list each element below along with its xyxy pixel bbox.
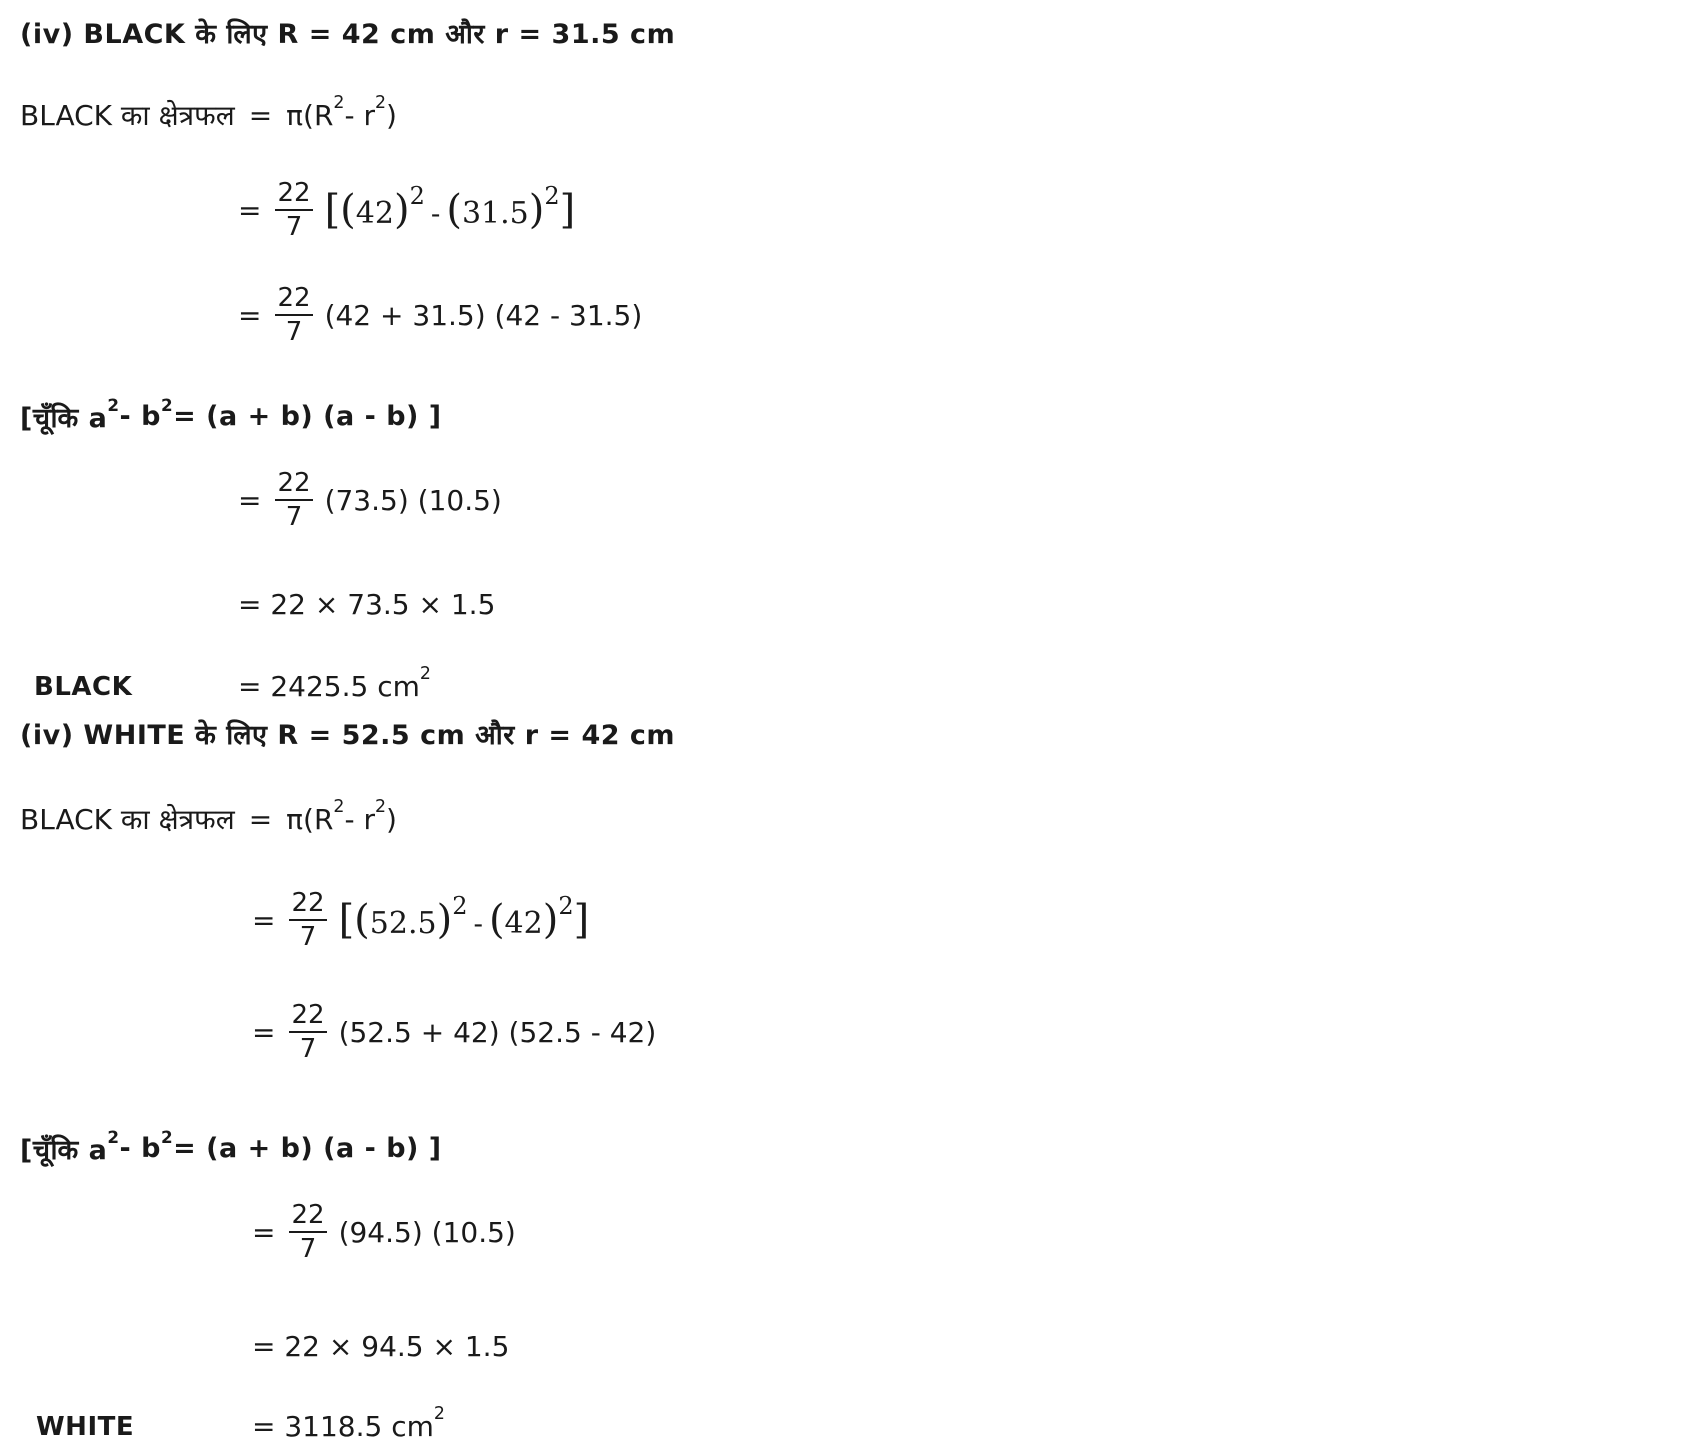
open-paren: ( — [488, 897, 505, 943]
fraction-22-7 — [275, 470, 312, 530]
step-expression: (94.5) (10.5) — [338, 1215, 516, 1249]
fraction-22-7 — [275, 285, 312, 345]
black-step-3 — [238, 470, 502, 530]
pi-term: π(R — [286, 802, 334, 836]
equals-sign: = — [252, 903, 276, 937]
black-step-4 — [238, 588, 495, 621]
identity-suffix: = (a + b) (a - b) ] — [173, 1133, 442, 1164]
fraction-numerator: 22 — [275, 285, 312, 316]
step-expression: = 22 × 73.5 × 1.5 — [238, 588, 496, 621]
fraction-22-7 — [289, 1202, 326, 1262]
equals-sign: = — [248, 802, 273, 836]
exponent: 2 — [558, 891, 574, 920]
fraction-numerator: 22 — [275, 470, 312, 501]
value-b: 31.5 — [461, 196, 529, 231]
open-paren: ( — [446, 187, 462, 233]
identity-prefix: [चूँकि a — [20, 403, 108, 434]
value-b: 42 — [504, 906, 543, 941]
close-paren: ) — [542, 897, 559, 943]
black-identity-note: [चूँकि a $^2$ - b $^2$ = (a + b) (a - b) ] — [20, 394, 442, 434]
equals-sign: = — [238, 483, 262, 517]
white-result: WHITE = 3118.5 cm $^2$ — [36, 1404, 445, 1443]
equals-sign: = — [248, 98, 273, 132]
minus-sign: - — [473, 907, 483, 940]
fraction-numerator: 22 — [275, 180, 312, 211]
identity-mid: - b — [119, 401, 161, 432]
step-expression: (73.5) (10.5) — [324, 483, 502, 517]
bracket-expression — [338, 891, 590, 943]
bracket-expression — [324, 181, 576, 233]
fraction-numerator: 22 — [289, 890, 326, 921]
exponent: 2 — [452, 891, 468, 920]
pi-term: π(R — [286, 98, 334, 132]
value-a: 42 — [355, 196, 394, 231]
close-paren: ) — [436, 897, 453, 943]
white-step-4 — [252, 1330, 509, 1363]
result-label: WHITE — [36, 1411, 135, 1442]
result-value: = 3118.5 cm — [252, 1410, 434, 1443]
equals-sign: = — [252, 1215, 276, 1249]
close-paren: ) — [386, 98, 397, 132]
value-a: 52.5 — [369, 906, 437, 941]
white-step-3 — [252, 1202, 516, 1262]
white-area-label: BLACK का क्षेत्रफल — [20, 803, 235, 836]
close-paren: ) — [528, 187, 545, 233]
minus-sign: - — [430, 197, 441, 230]
minus-r: - r — [344, 802, 375, 836]
open-bracket: [( — [338, 897, 370, 943]
black-result: BLACK = 2425.5 cm $^2$ — [34, 664, 431, 703]
open-bracket: [( — [324, 187, 356, 233]
fraction-denominator: 7 — [285, 212, 303, 242]
close-bracket: ] — [559, 187, 576, 233]
fraction-denominator: 7 — [285, 502, 303, 532]
result-label: BLACK — [34, 671, 133, 702]
equals-sign: = — [252, 1015, 276, 1049]
equals-sign: = — [238, 298, 262, 332]
black-area-formula: BLACK का क्षेत्रफल = π(R $^2$ - r $^2$ ) — [20, 92, 397, 132]
identity-suffix: = (a + b) (a - b) ] — [173, 401, 442, 432]
fraction-numerator: 22 — [289, 1202, 326, 1233]
minus-r: - r — [344, 98, 375, 132]
white-heading — [20, 715, 675, 752]
white-step-2 — [252, 1002, 656, 1062]
black-heading-text: (iv) BLACK के लिए R = 42 cm और r = 31.5 cm — [20, 19, 676, 50]
white-heading-text: (iv) WHITE के लिए R = 52.5 cm और r = 42 cm — [20, 720, 676, 751]
fraction-numerator: 22 — [289, 1002, 326, 1033]
black-step-1 — [238, 180, 575, 240]
equals-sign: = — [238, 193, 262, 227]
identity-mid: - b — [119, 1133, 161, 1164]
fraction-denominator: 7 — [299, 1034, 317, 1064]
fraction-denominator: 7 — [285, 317, 303, 347]
black-step-2 — [238, 285, 642, 345]
white-area-formula: BLACK का क्षेत्रफल = π(R $^2$ - r $^2$ ) — [20, 796, 397, 836]
step-expression: (52.5 + 42) (52.5 - 42) — [338, 1015, 657, 1049]
black-area-label: BLACK का क्षेत्रफल — [20, 99, 235, 132]
step-expression: = 22 × 94.5 × 1.5 — [252, 1330, 510, 1363]
fraction-22-7 — [289, 890, 326, 950]
white-identity-note: [चूँकि a $^2$ - b $^2$ = (a + b) (a - b) ] — [20, 1126, 442, 1166]
close-bracket: ] — [573, 897, 590, 943]
step-expression: (42 + 31.5) (42 - 31.5) — [324, 298, 643, 332]
white-step-1 — [252, 890, 589, 950]
exponent: 2 — [544, 181, 560, 210]
fraction-denominator: 7 — [299, 922, 317, 952]
identity-prefix: [चूँकि a — [20, 1135, 108, 1166]
close-paren: ) — [393, 187, 410, 233]
result-value: = 2425.5 cm — [238, 670, 420, 703]
fraction-22-7 — [275, 180, 312, 240]
close-paren: ) — [386, 802, 397, 836]
fraction-22-7 — [289, 1002, 326, 1062]
exponent: 2 — [409, 181, 425, 210]
fraction-denominator: 7 — [299, 1234, 317, 1264]
black-heading — [20, 14, 675, 51]
